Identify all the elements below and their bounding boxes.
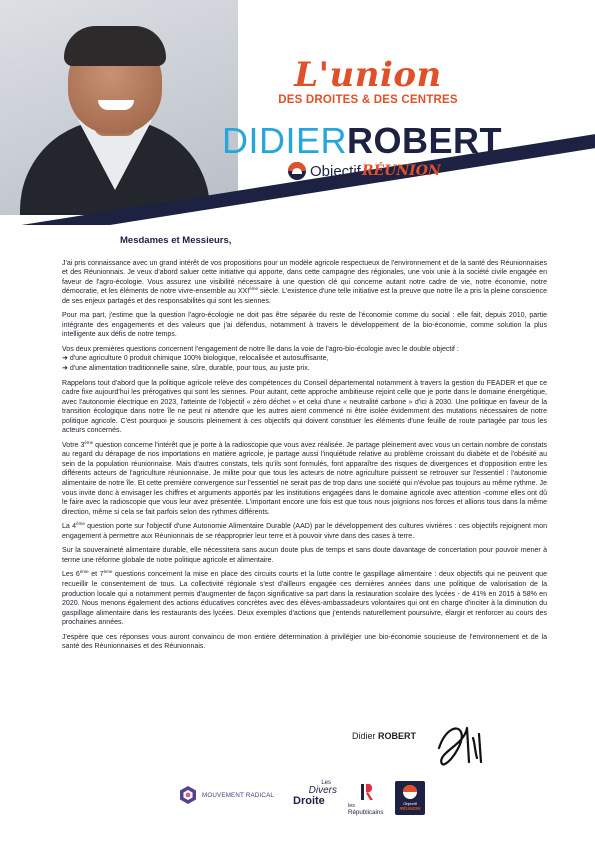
objective-bullet-1: ➜ d'une agriculture 0 produit chimique 100% biologique, relocalisée et autosuffisante, xyxy=(62,355,329,363)
salutation: Mesdames et Messieurs, xyxy=(120,235,232,246)
paragraph-1: J'ai pris connaissance avec un grand intérêt de vos propositions pour un modèle agricole respectueux de l'environnement et de la santé des Réunionnaises et des Réunionnais. Je veux d'abord saluer cette initiative qui apporte, dans cette campagne des régionales, une voix unie à la société civile engagée en faveur de l'agro-écologie. Vous assurez une visibilité nécessaire à une question clé qui concerne autant notre cadre de vie, notre économie, notre démocratie, et les éléments de notre vivre-ensemble au XXIème siècle. L'existence d'une telle initiative est la preuve que notre île a pris la pleine conscience de ses enjeux partagés et des responsabilités qui sont les siennes. xyxy=(62,259,547,305)
les-republicains-icon xyxy=(360,783,374,801)
candidate-last-name: ROBERT xyxy=(347,120,503,161)
objectif-label: Objectif xyxy=(310,162,361,180)
paragraph-2: Pour ma part, j'estime que la question l'agro-écologie ne doit pas être séparée du reste de l'économie comme du social : elle fait, depuis 2010, partie intégrante des engagements et des valeurs que j'ai défendus, notamment à travers le développement de la bio-économie, comme solution la plus intelligente aux défis de notre temps. xyxy=(62,312,547,339)
mouvement-radical-label: MOUVEMENT RADICAL xyxy=(202,791,275,799)
union-logo-line2: DES DROITES & DES CENTRES xyxy=(278,94,458,106)
objectif-reunion-footer-icon xyxy=(403,785,417,799)
union-logo-line1: L'union xyxy=(294,55,442,95)
paragraph-3-intro: Vos deux premières questions concernent l'engagement de notre île dans la voie de l'agro-bio-écologie avec le double objectif : xyxy=(62,345,459,353)
signature-name: Didier ROBERT xyxy=(352,731,417,741)
letterhead xyxy=(0,0,595,225)
objectif-reunion-footer-logo: Objectif RÉUNION xyxy=(395,781,425,815)
paragraph-5: Votre 3ème question concerne l'intérêt que je porte à la radioscopie que vous avez réalisée. Je partage pleinement avec vous un certain nombre de constats au regard du dérapage de nos importations en matière agricole, je partage aussi l'inquiétude relative au problème croissant du diabète et de l'obésité au sein de la population réunionnaise. Mais d'autres constats, tels qu'ils sont formulés, font apparaître des risques de divergences et d'opposition entre les différents acteurs de l'agriculture réunionnaise. Je milite pour que tous les acteurs de notre agriculture puissent se retrouver sur l'essentiel : l'autonomie alimentaire de notre île. Et cette première convergence sur l'essentiel ne serait pas de trop dans une société qui n'évolue pas toujours au même rythme. Je vous invite donc à envisager les chiffres et arguments apportés par les institutions engagées dans le domaine agricole avec attention -comme elles ont dû le faire avec la radioscopie que vous leur avez présentée. L'important encore une fois est que tous nous joignions nos forces et allions tous dans la même direction, même si cela se fait parfois selon des rythmes différents. xyxy=(62,439,547,516)
les-divers-droite-logo: Les Divers Droite xyxy=(293,780,337,807)
letter-body xyxy=(62,236,547,657)
union-droites-centres-logo xyxy=(268,55,468,106)
objectif-reunion-logo xyxy=(288,161,441,181)
paragraph-7: Sur la souveraineté alimentaire durable, elle nécessitera sans aucun doute plus de temps et sans doute davantage de concertation pour pouvoir mener à terme une réforme globale de notre politique agricole et alimentaire. xyxy=(62,547,547,564)
mouvement-radical-logo xyxy=(178,785,274,805)
candidate-photo xyxy=(0,0,238,215)
candidate-first-name: DIDIER xyxy=(222,120,348,161)
paragraph-6: La 4ème question porte sur l'objectif d'une Autonomie Alimentaire Durable (AAD) par le développement des cultures vivrières : ces objectifs rejoignent mon engagement à permettre aux Réunionnais de se réapproprier leur terre et à pouvoir vivre dans des cases à terre. xyxy=(62,521,548,540)
party-logos-footer: MOUVEMENT RADICAL Les Divers Droite les Républicains Objectif RÉUNION xyxy=(0,778,595,828)
reunion-label: RÉUNION xyxy=(361,163,441,179)
mouvement-radical-icon xyxy=(178,785,198,805)
paragraph-9: J'espère que ces réponses vous auront convaincu de mon entière détermination à privilégier une bio-économie soucieuse de l'environnement et de la santé des Réunionnaises et des Réunionnais. xyxy=(62,633,547,651)
paragraph-8: Les 6ème et 7ème questions concernent la mise en place des circuits courts et la lutte contre le gaspillage alimentaire : deux objectifs qui ne peuvent que recueillir le consentement de tous. La collectivité régionale s'est d'ailleurs engagée ces dernières années dans une politique de valorisation de la production locale qui a notamment permis d'augmenter de façon significative sa part dans la restauration scolaire des lycées - de 41% en 2015 à 58% en 2020. Nous menons également des actions éducatives concrètes avec des élèves-ambassadeurs volontaires qui ont en charge d'inciter à la diminution du gaspillage alimentaire dans les restaurants des lycées. Deux exemples d'actions que j'entends naturellement poursuivre, élargir et renforcer au cours des prochaines années. xyxy=(62,569,547,627)
objectif-reunion-icon xyxy=(288,162,306,180)
objective-bullet-2: ➜ d'une alimentation traditionnelle saine, sûre, durable, pour tous, au juste prix. xyxy=(62,365,310,373)
paragraph-4: Rappelons tout d'abord que la politique agricole relève des compétences du Conseil départemental notamment à travers la gestion du FEADER et que ce cadre fixe aujourd'hui les prérogatives qui sont les siennes. Pour autant, cette approche ambitieuse rejoint celle que je porte dans le domaine énergétique, avec l'autonomie électrique en 2023, l'atteinte de l'objectif « zéro déchet » et celui d'une « neutralité carbone » d'ici à 2030. Une politique en faveur de la transition écologique dans notre île ne peut ni attendre que les autres aient commencé ni être isolée évidemment des mutations nécessaires de notre politique agricole. C'est pourquoi je souscris pleinement à ces objectifs qui doivent constituer les éléments d'une feuille de route partagée par tous les acteurs concernés. xyxy=(62,379,547,435)
candidate-name xyxy=(222,122,502,160)
handwritten-signature xyxy=(431,718,491,770)
paragraph-3 xyxy=(62,345,547,374)
